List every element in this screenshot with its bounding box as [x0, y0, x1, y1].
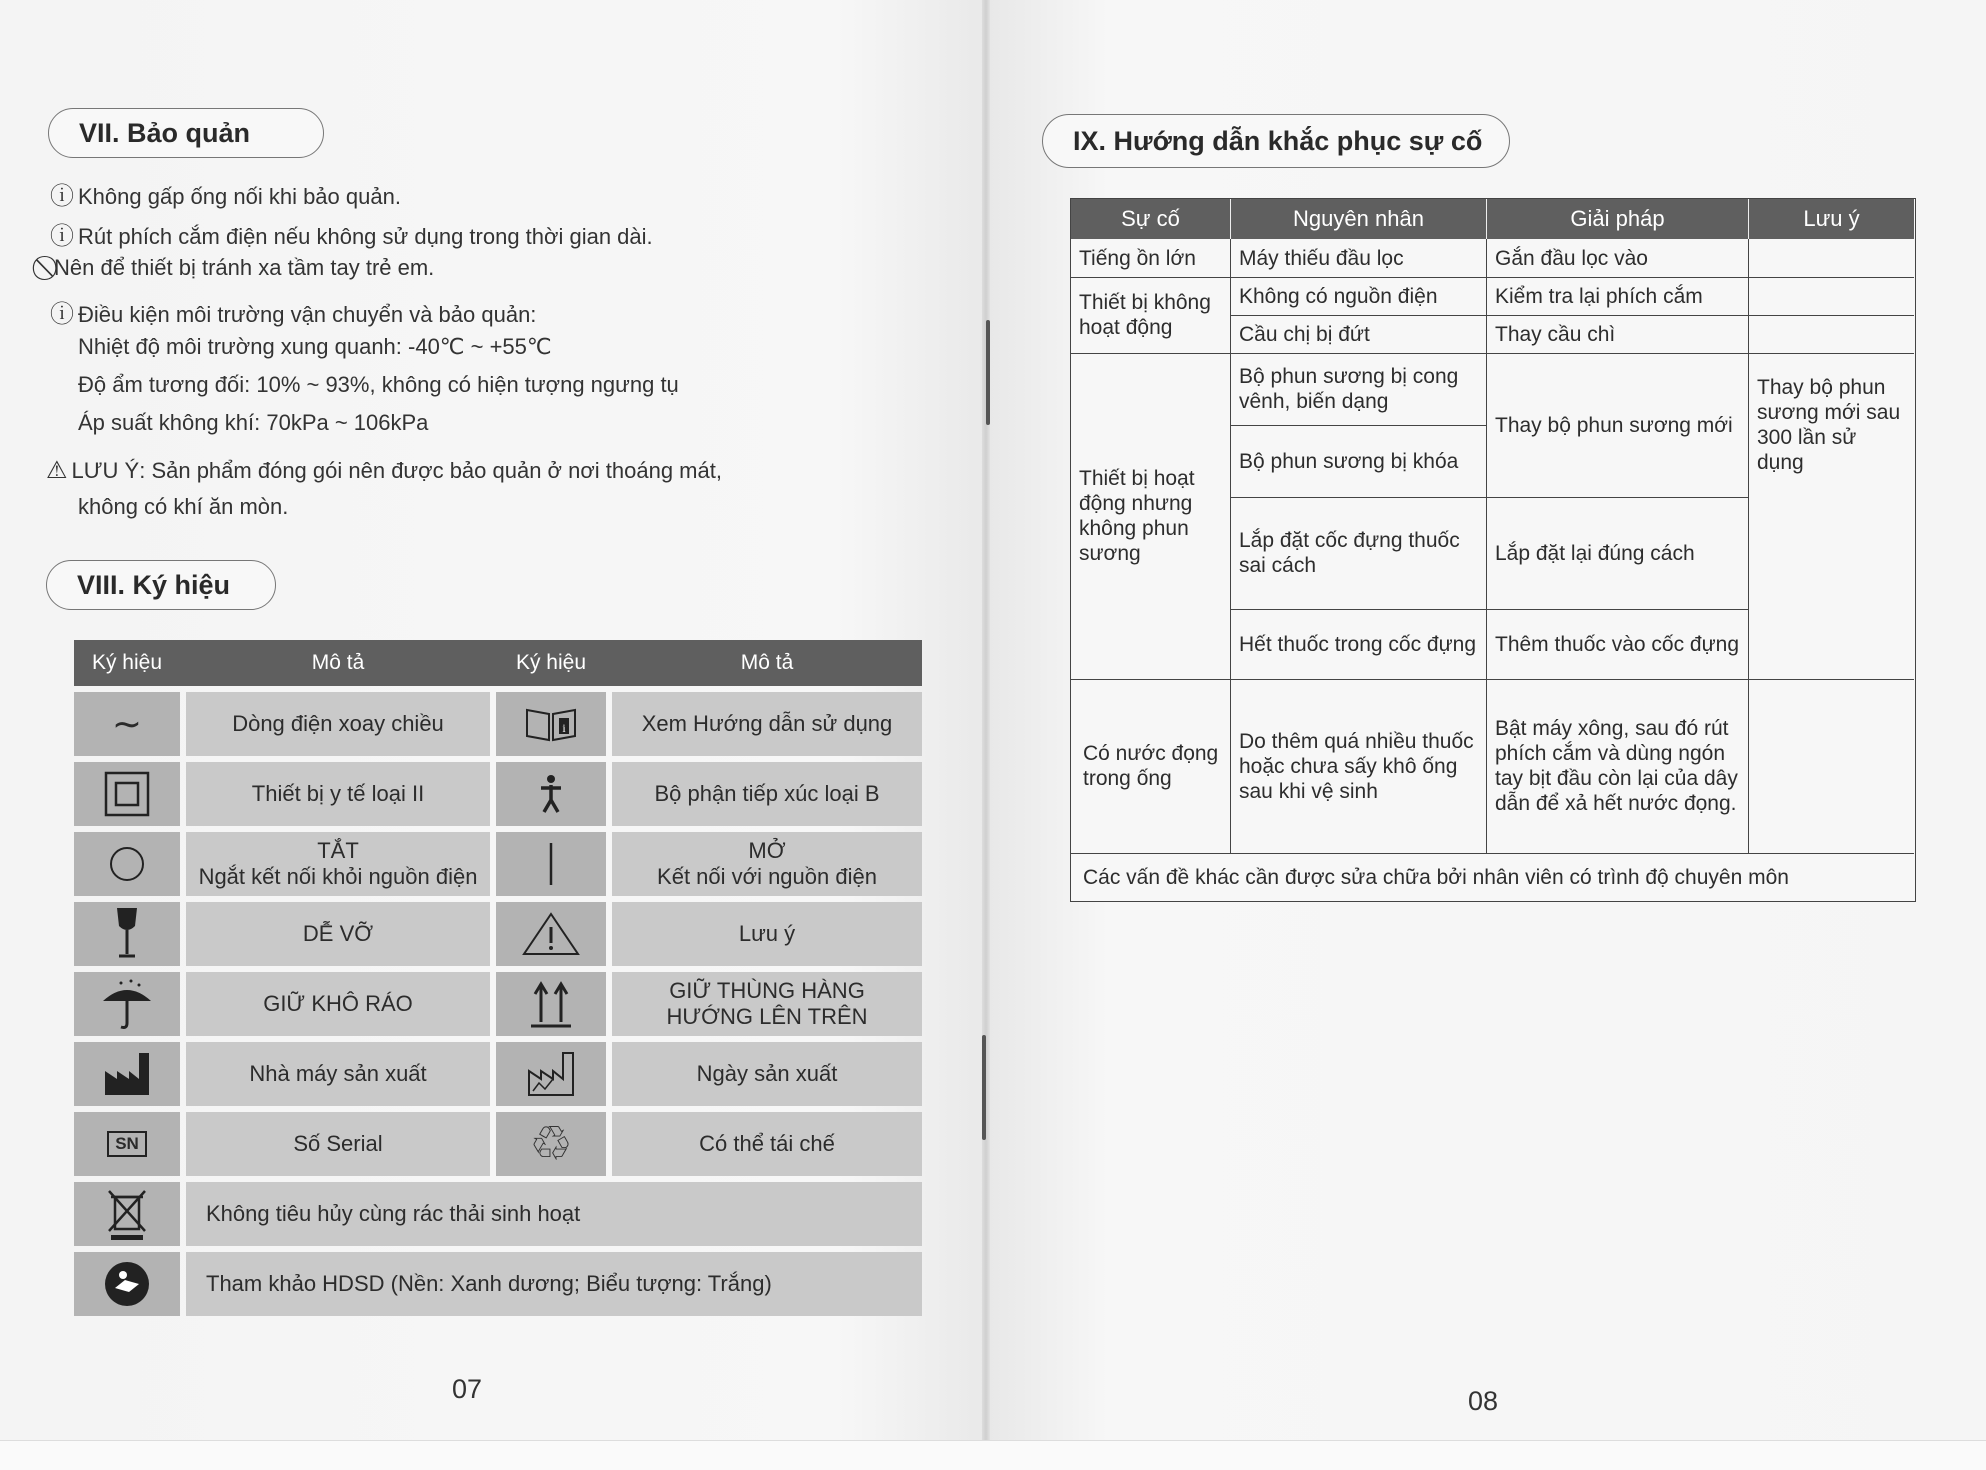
- recyclable-icon: ♲: [496, 1112, 606, 1176]
- binding-staple-bottom: [982, 1035, 986, 1140]
- issue-loud-noise: Tiếng ồn lớn: [1079, 246, 1196, 270]
- storage-item-2: ⓘ Rút phích cắm điện nếu không sử dụng trong thời gian dài.: [50, 223, 653, 250]
- fragile-icon: [74, 902, 180, 966]
- solution-replace-fuse: Thay cầu chì: [1495, 322, 1616, 346]
- refer-manual-blue-icon: [74, 1252, 180, 1316]
- svg-text:i: i: [562, 721, 566, 735]
- header-desc-1: Mô tả: [186, 640, 490, 686]
- symbol-desc: GIỮ KHÔ RÁO: [186, 972, 490, 1036]
- type-b-applied-part-icon: [496, 762, 606, 826]
- cause-medicine-empty: Hết thuốc trong cốc đựng: [1239, 632, 1477, 656]
- manufacture-date-icon: [496, 1042, 606, 1106]
- keep-dry-icon: [74, 972, 180, 1036]
- solution-reinstall: Lắp đặt lại đúng cách: [1495, 541, 1695, 565]
- symbol-desc: Dòng điện xoay chiều: [186, 692, 490, 756]
- symbol-desc: TẮT Ngắt kết nối khỏi nguồn điện: [186, 832, 490, 896]
- header-desc-2: Mô tả: [612, 640, 922, 686]
- troubleshooting-footer: Các vấn đề khác cần được sửa chữa bởi nhân viên có trình độ chuyên môn: [1083, 865, 1789, 889]
- section-7-title-text: VII. Bảo quản: [79, 117, 251, 148]
- header-symbol-1: Ký hiệu: [74, 640, 180, 686]
- section-9-title-text: IX. Hướng dẫn khắc phục sự cố: [1073, 125, 1483, 156]
- caution-icon: [496, 902, 606, 966]
- symbol-desc-wide: Tham khảo HDSD (Nền: Xanh dương; Biểu tượng: Trắng): [186, 1252, 922, 1316]
- solution-check-plug: Kiểm tra lại phích cắm: [1495, 284, 1703, 308]
- storage-item-4: ⓘ Điều kiện môi trường vận chuyển và bảo quản:: [50, 301, 537, 328]
- symbol-row: [74, 972, 922, 1036]
- header-symbol-2: Ký hiệu: [496, 640, 606, 686]
- symbol-desc: Thiết bị y tế loại II: [186, 762, 490, 826]
- condition-pressure: Áp suất không khí: 70kPa ~ 106kPa: [78, 410, 429, 435]
- symbol-desc: Xem Hướng dẫn sử dụng: [612, 692, 922, 756]
- exclamation-circle-icon: ⓘ: [50, 223, 74, 250]
- symbol-row: [74, 692, 922, 756]
- issue-water-in-tube: Có nước đọng trong ống: [1083, 742, 1219, 790]
- class-ii-equipment-icon: [74, 762, 180, 826]
- exclamation-circle-icon: ⓘ: [50, 183, 74, 210]
- book-spine: [982, 0, 990, 1460]
- issue-not-working: Thiết bị không hoạt động: [1079, 291, 1211, 339]
- storage-note-line-2: không có khí ăn mòn.: [78, 494, 289, 519]
- storage-item-1: ⓘ Không gấp ống nối khi bảo quản.: [50, 183, 401, 210]
- symbol-desc: GIỮ THÙNG HÀNG HƯỚNG LÊN TRÊN: [612, 972, 922, 1036]
- condition-humidity: Độ ẩm tương đối: 10% ~ 93%, không có hiện tượng ngưng tụ: [78, 372, 679, 397]
- symbol-row: [74, 832, 922, 896]
- storage-note: ⚠ LƯU Ý: Sản phẩm đóng gói nên được bảo quản ở nơi thoáng mát,: [46, 457, 722, 484]
- power-off-icon: [74, 832, 180, 896]
- page-number-right: 08: [1468, 1386, 1499, 1416]
- weee-bin-icon: [74, 1182, 180, 1246]
- serial-number-icon: SN: [74, 1112, 180, 1176]
- cause-nebulizer-deformed: Bộ phun sương bị cong vênh, biến dạng: [1239, 365, 1459, 413]
- symbol-table-header: [74, 640, 922, 686]
- symbol-desc: Ngày sản xuất: [612, 1042, 922, 1106]
- symbol-desc: Có thể tái chế: [612, 1112, 922, 1176]
- header-note: Lưu ý: [1749, 199, 1914, 239]
- symbol-row: [74, 1112, 922, 1176]
- symbol-desc: Số Serial: [186, 1112, 490, 1176]
- exclamation-circle-icon: ⓘ: [50, 301, 74, 328]
- symbol-desc-wide: Không tiêu hủy cùng rác thải sinh hoạt: [186, 1182, 922, 1246]
- solution-drain-water: Bật máy xông, sau đó rút phích cắm và dùng ngón tay bịt đầu còn lại của dây dẫn để xả hết nước đọng.: [1495, 717, 1738, 815]
- symbol-row: [74, 1042, 922, 1106]
- warning-triangle-icon: ⚠: [46, 457, 68, 484]
- cause-too-much-medicine: Do thêm quá nhiều thuốc hoặc chưa sấy khô ống sau khi vệ sinh: [1239, 729, 1474, 803]
- symbol-desc: Nhà máy sản xuất: [186, 1042, 490, 1106]
- binding-staple-top: [986, 320, 990, 425]
- cause-no-power: Không có nguồn điện: [1239, 284, 1438, 308]
- symbol-table: [74, 640, 922, 1320]
- symbol-desc: Bộ phận tiếp xúc loại B: [612, 762, 922, 826]
- manufacturer-icon: [74, 1042, 180, 1106]
- header-solution: Giải pháp: [1487, 199, 1749, 239]
- section-8-title: [46, 560, 276, 610]
- instructions-book-icon: [496, 692, 606, 756]
- cause-nebulizer-blocked: Bộ phun sương bị khóa: [1239, 449, 1459, 473]
- solution-add-medicine: Thêm thuốc vào cốc đựng: [1495, 632, 1740, 656]
- solution-attach-filter: Gắn đầu lọc vào: [1495, 246, 1648, 270]
- section-7-title: [48, 108, 324, 158]
- header-cause: Nguyên nhân: [1231, 199, 1487, 239]
- condition-temperature: Nhiệt độ môi trường xung quanh: -40℃ ~ +55℃: [78, 334, 552, 359]
- this-way-up-icon: [496, 972, 606, 1036]
- cause-fuse-blown: Cầu chị bị đứt: [1239, 322, 1370, 346]
- note-replace-after-300: Thay bộ phun sương mới sau 300 lần sử dụng: [1757, 376, 1901, 474]
- page-number-left: 07: [452, 1374, 483, 1404]
- cause-missing-filter: Máy thiếu đầu lọc: [1239, 246, 1404, 270]
- symbol-desc: DỄ VỠ: [186, 902, 490, 966]
- symbol-desc: Lưu ý: [612, 902, 922, 966]
- troubleshooting-table: [1070, 198, 1916, 902]
- symbol-row-wide: [74, 1252, 922, 1316]
- cause-cup-installed-wrong: Lắp đặt cốc đựng thuốc sai cách: [1239, 529, 1460, 577]
- symbol-row: [74, 762, 922, 826]
- storage-item-3: Nên để thiết bị tránh xa tầm tay trẻ em.: [54, 255, 435, 280]
- section-9-title: [1042, 114, 1510, 168]
- issue-no-mist: Thiết bị hoạt động nhưng không phun sương: [1079, 467, 1195, 565]
- header-issue: Sự cố: [1071, 199, 1231, 239]
- section-8-title-text: VIII. Ký hiệu: [77, 569, 231, 600]
- ac-current-icon: ∼: [74, 692, 180, 756]
- solution-replace-nebulizer: Thay bộ phun sương mới: [1495, 413, 1733, 437]
- symbol-row: [74, 902, 922, 966]
- symbol-desc: MỞ Kết nối với nguồn điện: [612, 832, 922, 896]
- power-on-icon: [496, 832, 606, 896]
- symbol-row-wide: [74, 1182, 922, 1246]
- page-bottom-edge: [0, 1440, 1986, 1470]
